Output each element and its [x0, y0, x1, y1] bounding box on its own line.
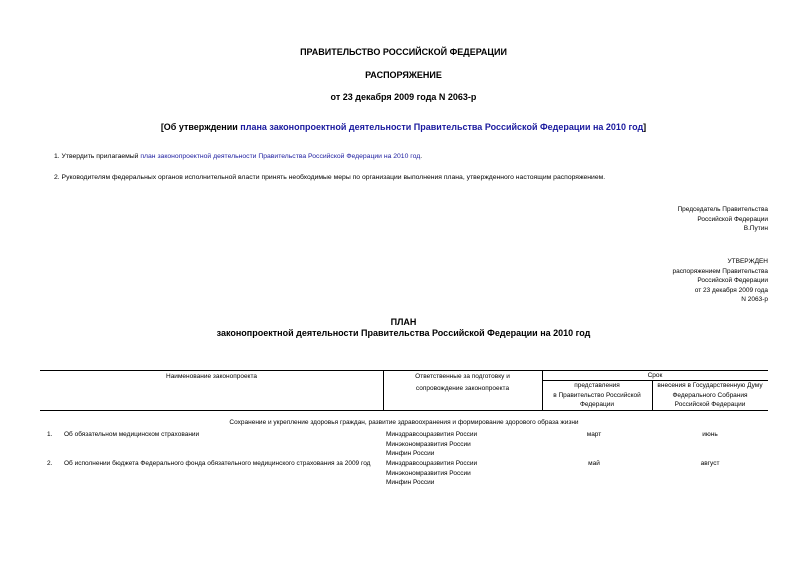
row-submit: март: [586, 431, 602, 438]
row-responsible: [386, 459, 541, 488]
row-responsible-2: Минэкономразвития России: [386, 469, 471, 477]
row-responsible: [386, 430, 541, 459]
row-duma: август: [700, 460, 720, 467]
row-responsible-3: Минфин России: [386, 450, 435, 457]
row-responsible-1: Минздравсоцразвития России: [386, 460, 478, 467]
signature-line-1: Председатель Правительства: [677, 206, 768, 213]
signature-line-2: Российской Федерации: [697, 215, 768, 223]
col-duma-line-1: внесения в Государственную Думу: [657, 382, 763, 389]
row-responsible-1: Минздравсоцразвития России: [386, 431, 478, 438]
col-header-deadline: Срок: [647, 372, 663, 379]
order-item-1: [54, 153, 422, 160]
item1-prefix: 1. Утвердить прилагаемый: [54, 153, 141, 160]
row-responsible-3: Минфин России: [386, 479, 435, 486]
col-header-responsible: [383, 372, 542, 393]
row-number: 2.: [47, 460, 53, 467]
subject-suffix: ]: [643, 122, 647, 132]
subject-prefix: [Об утверждении: [160, 122, 241, 132]
plan-title: ПЛАН: [390, 317, 417, 327]
government-title: ПРАВИТЕЛЬСТВО РОССИЙСКОЙ ФЕДЕРАЦИИ: [300, 47, 507, 57]
row-submit: май: [588, 460, 600, 467]
col-responsible-line-1: Ответственные за подготовку и: [415, 373, 510, 380]
col-duma-line-3: Российской Федерации: [674, 401, 746, 408]
approval-line-3: Российской Федерации: [697, 277, 768, 284]
item1-link[interactable]: план законопроектной деятельности Правительства Российской Федерации на 2010 год: [140, 153, 421, 160]
col-responsible-line-2: сопровождение законопроекта: [415, 384, 510, 392]
col-header-submit: [542, 381, 652, 410]
signature-block: [677, 205, 768, 234]
document-type: РАСПОРЯЖЕНИЕ: [365, 70, 442, 80]
col-submit-line-1: представления: [574, 382, 620, 389]
order-item-2: 2. Руководителям федеральных органов исполнительной власти принять необходимые меры по организации выполнения плана, утвержденного настоящим распоряжением.: [54, 174, 606, 181]
subject-link[interactable]: плана законопроектной деятельности Правительства Российской Федерации на 2010 год: [240, 122, 644, 132]
row-number: 1.: [47, 431, 53, 438]
col-header-duma: [652, 381, 768, 410]
col-submit-line-2: в Правительство Российской: [553, 391, 641, 399]
row-responsible-2: Минэкономразвития России: [386, 440, 471, 448]
plan-subtitle: законопроектной деятельности Правительства Российской Федерации на 2010 год: [216, 328, 591, 338]
approval-block: [673, 257, 768, 305]
document-date-number: от 23 декабря 2009 года N 2063-р: [330, 92, 477, 102]
col-header-name: Наименование законопроекта: [166, 373, 257, 380]
document-subject: [0, 122, 807, 132]
section-title: Сохранение и укрепление здоровья граждан, развитие здравоохранения и формирование здорового образа жизни: [229, 419, 579, 426]
row-duma: июнь: [702, 431, 718, 438]
approval-line-4: от 23 декабря 2009 года: [694, 286, 768, 294]
approval-line-2: распоряжением Правительства: [672, 267, 768, 275]
row-name: Об обязательном медицинском страховании: [64, 431, 200, 438]
signature-line-3: В.Путин: [743, 225, 768, 232]
row-name: Об исполнении бюджета Федерального фонда обязательного медицинского страхования за 2009 год: [64, 460, 371, 467]
table-header-bottom-border: [40, 410, 768, 411]
approval-line-1: УТВЕРЖДЕН: [727, 258, 768, 265]
col-duma-line-2: Федерального Собрания: [672, 391, 748, 399]
item1-suffix: .: [420, 153, 423, 160]
approval-line-5: N 2063-р: [741, 296, 768, 303]
col-submit-line-3: Федерации: [579, 401, 615, 408]
